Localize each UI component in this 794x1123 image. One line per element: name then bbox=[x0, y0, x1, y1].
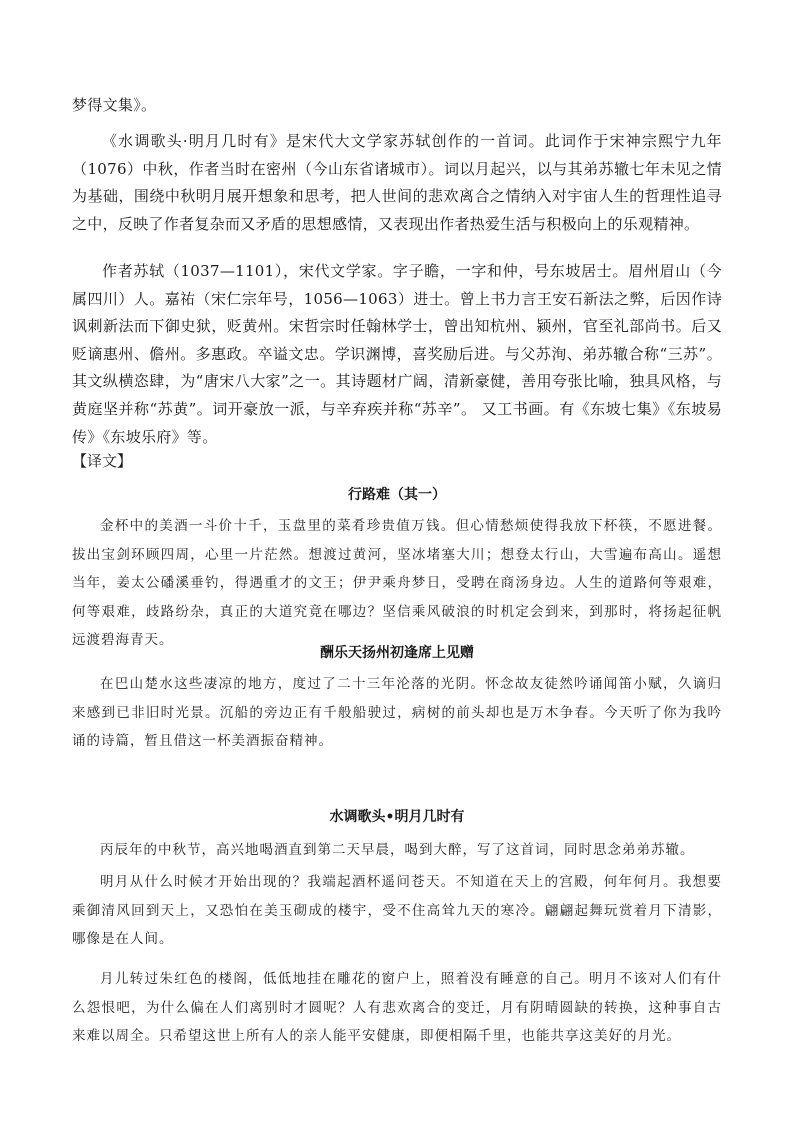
translation-paragraph: 丙辰年的中秋节，高兴地喝酒直到第二天早晨，喝到大醉，写了这首词，同时思念弟弟苏辙。 bbox=[100, 842, 695, 858]
section-title-xinglunan: 行路难（其一） bbox=[348, 487, 446, 503]
translation-paragraph: 在巴山楚水这些凄凉的地方，度过了二十三年沦落的光阴。怀念故友徒然吟诵闻笛小赋，久谪归来感到已非旧时光景。沉船的旁边正有千般船驶过，病树的前头却也是万木争春。今天听了你为我吟诵的诗篇，暂且借这一杯美酒振奋精神。 bbox=[72, 676, 722, 749]
translation-paragraph: 月儿转过朱红色的楼阁，低低地挂在雕花的窗户上，照着没有睡意的自己。明月不该对人们有什么怨恨吧，为什么偏在人们离别时才圆呢？人有悲欢离合的变迁，月有阴晴圆缺的转换，这种事自古来难以周全。只希望这世上所有人的亲人能平安健康，即便相隔千里，也能共享这美好的月光。 bbox=[72, 971, 722, 1044]
author-biography: 作者苏轼（1037—1101），宋代文学家。字子瞻，一字和仲，号东坡居士。眉州眉山（今属四川）人。嘉祐（宋仁宗年号，1056—1063）进士。曾上书力言王安石新法之弊，后因作诗讽刺新法而下御史狱，贬黄州。宋哲宗时任翰林学士，曾出知杭州、颍州，官至礼部尚书。后又贬谪惠州、儋州。多惠政。卒谥文忠。学识渊博，喜奖励后进。与父苏洵、弟苏辙合称“三苏”。其文纵横恣肆，为“唐宋八大家”之一。其诗题材广阔，清新豪健，善用夸张比喻，独具风格，与黄庭坚并称“苏黄”。词开豪放一派，与辛弃疾并称“苏辛”。 又工书画。有《东坡七集》《东坡易传》《东坡乐府》等。 bbox=[72, 262, 722, 446]
section-title-shuidiao-getou: 水调歌头•明月几时有 bbox=[329, 809, 465, 825]
poem-introduction: 《水调歌头·明月几时有》是宋代大文学家苏轼创作的一首词。此词作于宋神宗熙宁九年（1076）中秋，作者当时在密州（今山东省诸城市）。词以月起兴，以与其弟苏辙七年未见之情为基础，围绕中秋明月展开想象和思考，把人世间的悲欢离合之情纳入对宇宙人生的哲理性追寻之中，反映了作者复杂而又矛盾的思想感情，又表现出作者热爱生活与积极向上的乐观精神。 bbox=[72, 132, 722, 233]
translation-paragraph: 金杯中的美酒一斗价十千，玉盘里的菜肴珍贵值万钱。但心情愁烦使得我放下杯筷，不愿进餐。拔出宝剑环顾四周，心里一片茫然。想渡过黄河，坚冰堵塞大川；想登太行山，大雪遍布高山。遥想当年，姜太公磻溪垂钓，得遇重才的文王；伊尹乘舟梦日，受聘在商汤身边。人生的道路何等艰难，何等艰难，歧路纷杂，真正的大道究竟在哪边？坚信乘风破浪的时机定会到来，到那时，将扬起征帆远渡碧海青天。 bbox=[72, 518, 722, 648]
translation-paragraph: 明月从什么时候才开始出现的？我端起酒杯遥问苍天。不知道在天上的宫殿，何年何月。我想要乘御清风回到天上，又恐怕在美玉砌成的楼宇，受不住高耸九天的寒冷。翩翩起舞玩赏着月下清影，哪像是在人间。 bbox=[72, 874, 722, 947]
section-title-chou-letian: 酬乐天扬州初逢席上见赠 bbox=[320, 645, 474, 661]
translation-label: 【译文】 bbox=[72, 452, 133, 470]
book-title-tail: 梦得文集》。 bbox=[72, 96, 157, 114]
